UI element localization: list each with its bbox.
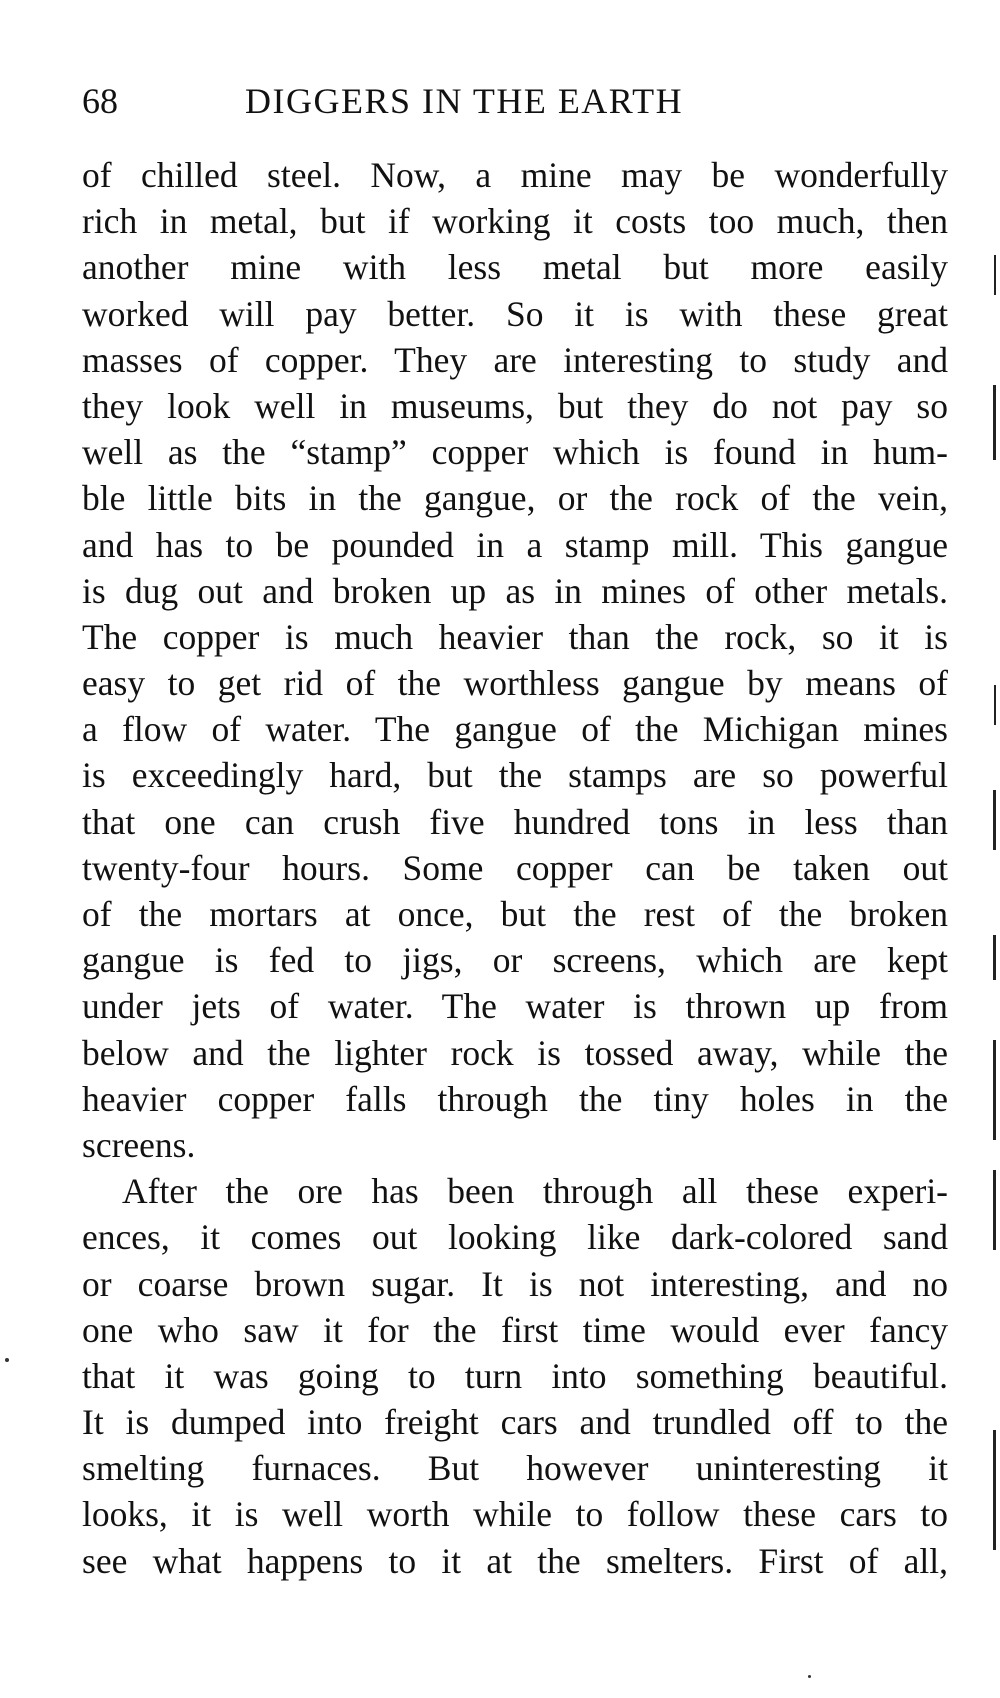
text-line: one who saw it for the first time would ever fancy: [82, 1309, 948, 1350]
scan-edge-mark: [994, 255, 996, 295]
text-line: of chilled steel. Now, a mine may be wonderfully: [82, 155, 948, 195]
scan-speck: [5, 1358, 9, 1362]
text-line: see what happens to it at the smelters. First of all,: [82, 1540, 948, 1581]
text-line: or coarse brown sugar. It is not interesting, and no: [82, 1263, 948, 1304]
text-line: and has to be pounded in a stamp mill. This gangue: [82, 524, 948, 565]
scan-edge-mark: [993, 1430, 996, 1550]
text-line: The copper is much heavier than the rock, so it is: [82, 616, 948, 657]
scan-edge-mark: [993, 385, 996, 460]
text-line: easy to get rid of the worthless gangue by means of: [82, 663, 948, 704]
text-line: rich in metal, but if working it costs too much, then: [82, 201, 948, 242]
text-line: under jets of water. The water is thrown up from: [82, 986, 948, 1027]
text-line: heavier copper falls through the tiny holes in the: [82, 1078, 948, 1119]
scan-edge-mark: [993, 1040, 996, 1140]
body-text: [82, 152, 948, 1584]
text-line: that one can crush five hundred tons in less than: [82, 801, 948, 842]
text-line: is exceedingly hard, but the stamps are so powerful: [82, 755, 948, 796]
text-line: gangue is fed to jigs, or screens, which are kept: [82, 940, 948, 981]
scan-edge-mark: [993, 1170, 996, 1250]
scan-edge-mark: [993, 790, 996, 850]
text-line: screens.: [82, 1124, 196, 1165]
text-line: After the ore has been through all these experi-: [122, 1171, 948, 1212]
text-line: worked will pay better. So it is with these great: [82, 293, 948, 334]
page-number: 68: [82, 81, 118, 121]
text-line: It is dumped into freight cars and trundled off to the: [82, 1402, 948, 1443]
text-line: ences, it comes out looking like dark-colored sand: [82, 1217, 948, 1258]
text-line: twenty-four hours. Some copper can be taken out: [82, 847, 948, 888]
text-line: they look well in museums, but they do not pay so: [82, 385, 948, 426]
text-line: a flow of water. The gangue of the Michigan mines: [82, 709, 948, 750]
text-line: ble little bits in the gangue, or the rock of the vein,: [82, 478, 948, 519]
text-line: looks, it is well worth while to follow these cars to: [82, 1494, 948, 1535]
page-header: [82, 80, 952, 130]
text-line: masses of copper. They are interesting to study and: [82, 339, 948, 380]
running-title: DIGGERS IN THE EARTH: [245, 81, 684, 121]
text-line: is dug out and broken up as in mines of other metals.: [82, 570, 948, 611]
text-line: another mine with less metal but more easily: [82, 247, 948, 288]
paragraph-1: [82, 152, 948, 1168]
text-line: of the mortars at once, but the rest of the broken: [82, 894, 948, 934]
text-line: smelting furnaces. But however uninteresting it: [82, 1448, 948, 1489]
scan-edge-mark: [994, 685, 996, 725]
text-line: well as the “stamp” copper which is found in hum-: [82, 432, 948, 473]
scan-edge-mark: [993, 935, 996, 980]
text-line: that it was going to turn into something beautiful.: [82, 1355, 948, 1396]
text-line: below and the lighter rock is tossed away, while the: [82, 1032, 948, 1073]
paragraph-2: [82, 1168, 948, 1584]
scan-speck: [808, 1675, 811, 1678]
